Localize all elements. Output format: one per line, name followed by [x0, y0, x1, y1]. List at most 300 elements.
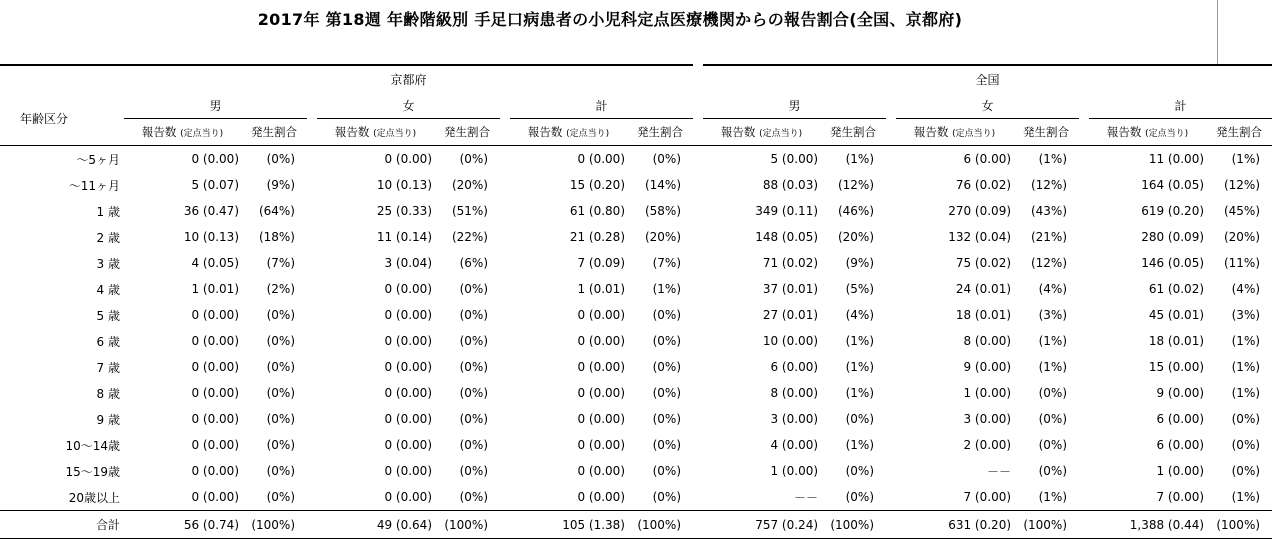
cell-gap [886, 302, 896, 328]
count-cell: 76 (0.02) [955, 178, 1012, 192]
count-cell: 49 (0.64) [317, 511, 434, 539]
pct-cell: (100%) [241, 511, 307, 539]
count-cell: 0 (0.00) [384, 334, 432, 348]
count-cell: 61 (0.02) [1148, 282, 1205, 296]
pct-cell: (0%) [266, 334, 295, 348]
pct-cell: (1%) [652, 282, 682, 296]
age-label: 15～19歳 [65, 464, 120, 479]
count-cell: －－ [987, 464, 1012, 479]
pct-cell: (1%) [845, 334, 875, 348]
count-cell: 3 (0.00) [963, 412, 1012, 426]
count-cell: 18 (0.01) [1148, 334, 1205, 348]
pct-cell: (11%) [1223, 256, 1261, 270]
cell-gap [693, 511, 703, 539]
page-title: 2017年 第18週 年齢階級別 手足口病患者の小児科定点医療機関からの報告割合(全国、京都府) [257, 10, 963, 29]
count-cell: 4 (0.00) [770, 438, 819, 452]
count-cell: 4 (0.05) [191, 256, 239, 270]
pct-cell: (0%) [1231, 464, 1261, 478]
count-cell: 1,388 (0.44) [1089, 511, 1206, 539]
pct-cell: (0%) [1231, 412, 1261, 426]
count-cell: 0 (0.00) [577, 464, 625, 478]
cell-gap [500, 354, 510, 380]
count-label: 報告数 [913, 125, 949, 139]
cell-gap [886, 354, 896, 380]
count-header [703, 119, 820, 146]
count-cell: 1 (0.01) [191, 282, 239, 296]
pct-cell: (0%) [459, 308, 488, 322]
count-cell: 0 (0.00) [577, 152, 625, 166]
age-label: 6 歳 [96, 334, 120, 349]
pct-cell: (20%) [644, 230, 682, 244]
pct-cell: (0%) [266, 360, 295, 374]
cell-gap [886, 224, 896, 250]
pct-cell: (0%) [266, 412, 295, 426]
sex-header-total: 計 [1089, 92, 1272, 119]
count-cell: 0 (0.00) [191, 152, 239, 166]
count-cell: 0 (0.00) [384, 308, 432, 322]
age-label: 7 歳 [96, 360, 120, 375]
sub-gap [886, 119, 896, 146]
count-cell: 15 (0.00) [1148, 360, 1205, 374]
pct-cell: (1%) [1038, 334, 1068, 348]
pct-header: 発生割合 [434, 119, 500, 146]
cell-gap [307, 458, 317, 484]
count-cell: 280 (0.09) [1141, 230, 1205, 244]
pct-cell: (0%) [845, 490, 875, 504]
cell-gap [886, 380, 896, 406]
count-cell: 11 (0.14) [376, 230, 432, 244]
pct-cell: (1%) [845, 438, 875, 452]
pct-cell: (1%) [1231, 360, 1261, 374]
age-header: 年齢区分 [0, 92, 124, 146]
count-cell: 0 (0.00) [577, 412, 625, 426]
cell-gap [307, 484, 317, 511]
count-cell: 164 (0.05) [1141, 178, 1205, 192]
cell-gap [886, 276, 896, 302]
pct-cell: (4%) [1038, 282, 1068, 296]
count-cell: 6 (0.00) [963, 152, 1012, 166]
pct-cell: (20%) [837, 230, 875, 244]
table-row [0, 432, 1272, 458]
table-row [0, 276, 1272, 302]
cell-gap [693, 458, 703, 484]
cell-gap [1079, 511, 1089, 539]
table-row [0, 198, 1272, 224]
cell-gap [693, 250, 703, 276]
pct-header: 発生割合 [241, 119, 307, 146]
pct-cell: (100%) [434, 511, 500, 539]
pct-cell: (0%) [459, 360, 488, 374]
count-header [510, 119, 627, 146]
age-label: 8 歳 [96, 386, 120, 401]
cell-gap [1079, 328, 1089, 354]
age-label: 3 歳 [96, 256, 120, 271]
cell-gap [500, 302, 510, 328]
age-label: 2 歳 [96, 230, 120, 245]
cell-gap [500, 380, 510, 406]
cell-gap [886, 511, 896, 539]
pct-cell: (20%) [1223, 230, 1261, 244]
cell-gap [307, 276, 317, 302]
pct-cell: (51%) [451, 204, 488, 218]
pct-cell: (7%) [652, 256, 682, 270]
cell-gap [1079, 250, 1089, 276]
cell-gap [307, 302, 317, 328]
cell-gap [1079, 224, 1089, 250]
count-cell: 0 (0.00) [384, 464, 432, 478]
sex-header-male: 男 [703, 92, 886, 119]
sex-header-total: 計 [510, 92, 693, 119]
count-cell: 631 (0.20) [896, 511, 1013, 539]
sex-header-male: 男 [124, 92, 307, 119]
pct-cell: (0%) [845, 464, 875, 478]
cell-gap [1079, 146, 1089, 173]
pct-cell: (1%) [845, 386, 875, 400]
table-row [0, 224, 1272, 250]
pct-cell: (0%) [266, 386, 295, 400]
table-row [0, 458, 1272, 484]
count-cell: 27 (0.01) [762, 308, 819, 322]
age-label: 9 歳 [96, 412, 120, 427]
age-label: ～5ヶ月 [76, 152, 120, 167]
pct-cell: (0%) [652, 464, 682, 478]
pct-cell: (12%) [1030, 178, 1068, 192]
count-cell: 0 (0.00) [384, 360, 432, 374]
cell-gap [500, 484, 510, 511]
count-cell: 0 (0.00) [577, 490, 625, 504]
count-cell: 21 (0.28) [569, 230, 625, 244]
pct-cell: (0%) [1038, 386, 1068, 400]
table-row [0, 302, 1272, 328]
count-cell: 1 (0.01) [577, 282, 625, 296]
count-cell: 270 (0.09) [948, 204, 1012, 218]
count-cell: 0 (0.00) [384, 386, 432, 400]
pct-cell: (3%) [1231, 308, 1261, 322]
frame-edge [1217, 0, 1218, 64]
cell-gap [1079, 302, 1089, 328]
pct-cell: (12%) [1030, 256, 1068, 270]
cell-gap [1079, 354, 1089, 380]
count-cell: 2 (0.00) [963, 438, 1012, 452]
pct-cell: (0%) [652, 334, 682, 348]
pct-cell: (1%) [1231, 490, 1261, 504]
count-cell: 0 (0.00) [191, 386, 239, 400]
table-row [0, 406, 1272, 432]
count-cell: 61 (0.80) [569, 204, 625, 218]
pct-cell: (0%) [266, 438, 295, 452]
count-cell: 0 (0.00) [384, 282, 432, 296]
count-cell: 1 (0.00) [1156, 464, 1205, 478]
count-cell: 8 (0.00) [770, 386, 819, 400]
count-cell: 9 (0.00) [1156, 386, 1205, 400]
pct-cell: (2%) [266, 282, 295, 296]
pct-cell: (22%) [451, 230, 488, 244]
sex-header-female: 女 [896, 92, 1079, 119]
cell-gap [693, 198, 703, 224]
pct-cell: (0%) [1038, 464, 1068, 478]
cell-gap [307, 198, 317, 224]
count-cell: 6 (0.00) [1156, 438, 1205, 452]
cell-gap [693, 302, 703, 328]
cell-gap [886, 458, 896, 484]
pct-cell: (5%) [845, 282, 875, 296]
pct-cell: (7%) [266, 256, 295, 270]
cell-gap [886, 146, 896, 173]
pct-cell: (0%) [1038, 438, 1068, 452]
cell-gap [500, 406, 510, 432]
cell-gap [500, 458, 510, 484]
cell-gap [307, 250, 317, 276]
group-header-kyoto: 京都府 [124, 65, 693, 92]
count-cell: 0 (0.00) [384, 152, 432, 166]
count-cell: 0 (0.00) [191, 360, 239, 374]
count-cell: 56 (0.74) [124, 511, 241, 539]
pct-cell: (0%) [459, 152, 488, 166]
pct-cell: (1%) [1231, 334, 1261, 348]
age-label: 10～14歳 [65, 438, 120, 453]
count-header [317, 119, 434, 146]
pct-cell: (4%) [845, 308, 875, 322]
cell-gap [886, 250, 896, 276]
count-note: (定点当り) [759, 129, 803, 139]
count-cell: 7 (0.09) [577, 256, 625, 270]
pct-cell: (0%) [1038, 412, 1068, 426]
count-label: 報告数 [720, 125, 756, 139]
cell-gap [693, 328, 703, 354]
count-header [1089, 119, 1206, 146]
cell-gap [886, 432, 896, 458]
sub-gap [693, 119, 703, 146]
cell-gap [307, 328, 317, 354]
pct-header: 発生割合 [820, 119, 886, 146]
cell-gap [886, 198, 896, 224]
pct-cell: (9%) [845, 256, 875, 270]
count-cell: 0 (0.00) [577, 308, 625, 322]
count-note: (定点当り) [180, 129, 224, 139]
count-cell: 0 (0.00) [191, 438, 239, 452]
cell-gap [500, 250, 510, 276]
table-row [0, 146, 1272, 173]
pct-cell: (0%) [652, 412, 682, 426]
pct-cell: (46%) [837, 204, 875, 218]
cell-gap [693, 146, 703, 173]
sub-gap [307, 119, 317, 146]
count-cell: 0 (0.00) [191, 412, 239, 426]
cell-gap [1079, 406, 1089, 432]
pct-cell: (43%) [1030, 204, 1068, 218]
table-row [0, 172, 1272, 198]
cell-gap [693, 172, 703, 198]
count-cell: 0 (0.00) [191, 334, 239, 348]
count-cell: 18 (0.01) [955, 308, 1012, 322]
total-row [0, 511, 1272, 539]
cell-gap [307, 511, 317, 539]
pct-cell: (0%) [266, 308, 295, 322]
pct-header: 発生割合 [1206, 119, 1272, 146]
count-header [124, 119, 241, 146]
pct-cell: (0%) [652, 386, 682, 400]
pct-cell: (20%) [451, 178, 488, 192]
count-cell: 36 (0.47) [183, 204, 239, 218]
cell-gap [307, 406, 317, 432]
pct-cell: (100%) [627, 511, 693, 539]
count-cell: 0 (0.00) [384, 490, 432, 504]
count-cell: 25 (0.33) [376, 204, 432, 218]
count-cell: 619 (0.20) [1141, 204, 1205, 218]
pct-cell: (58%) [644, 204, 682, 218]
cell-gap [693, 432, 703, 458]
count-cell: 24 (0.01) [955, 282, 1012, 296]
table-row [0, 328, 1272, 354]
pct-cell: (0%) [266, 490, 295, 504]
count-cell: 0 (0.00) [384, 438, 432, 452]
pct-cell: (4%) [1231, 282, 1261, 296]
group-header-national: 全国 [703, 65, 1272, 92]
count-cell: 7 (0.00) [963, 490, 1012, 504]
count-cell: 0 (0.00) [577, 360, 625, 374]
cell-gap [307, 224, 317, 250]
count-label: 報告数 [334, 125, 370, 139]
pct-header: 発生割合 [627, 119, 693, 146]
pct-cell: (0%) [266, 464, 295, 478]
pct-cell: (12%) [1223, 178, 1261, 192]
pct-cell: (0%) [459, 412, 488, 426]
count-note: (定点当り) [1145, 129, 1189, 139]
pct-cell: (0%) [459, 438, 488, 452]
cell-gap [1079, 172, 1089, 198]
count-cell: 0 (0.00) [384, 412, 432, 426]
count-cell: 105 (1.38) [510, 511, 627, 539]
cell-gap [307, 354, 317, 380]
cell-gap [307, 146, 317, 173]
count-cell: 88 (0.03) [762, 178, 819, 192]
pct-cell: (0%) [459, 282, 488, 296]
pct-cell: (0%) [845, 412, 875, 426]
pct-header: 発生割合 [1013, 119, 1079, 146]
count-header [896, 119, 1013, 146]
count-cell: 9 (0.00) [963, 360, 1012, 374]
pct-cell: (100%) [820, 511, 886, 539]
cell-gap [500, 511, 510, 539]
pct-cell: (0%) [652, 438, 682, 452]
sub-gap [500, 119, 510, 146]
header-blank [0, 65, 124, 92]
cell-gap [307, 172, 317, 198]
cell-gap [693, 406, 703, 432]
cell-gap [886, 484, 896, 511]
count-cell: 5 (0.07) [191, 178, 239, 192]
count-cell: 0 (0.00) [577, 334, 625, 348]
age-label: ～11ヶ月 [68, 178, 120, 193]
cell-gap [500, 328, 510, 354]
pct-cell: (45%) [1223, 204, 1261, 218]
pct-cell: (12%) [837, 178, 875, 192]
age-label: 5 歳 [96, 308, 120, 323]
count-cell: 6 (0.00) [1156, 412, 1205, 426]
cell-gap [500, 172, 510, 198]
sub-gap [1079, 119, 1089, 146]
age-label: 4 歳 [96, 282, 120, 297]
count-cell: 11 (0.00) [1148, 152, 1205, 166]
cell-gap [1079, 380, 1089, 406]
count-cell: 3 (0.00) [770, 412, 819, 426]
pct-cell: (100%) [1013, 511, 1079, 539]
age-label: 合計 [0, 511, 124, 539]
count-cell: －－ [794, 490, 819, 505]
count-cell: 75 (0.02) [955, 256, 1012, 270]
count-cell: 0 (0.00) [577, 438, 625, 452]
count-cell: 10 (0.13) [376, 178, 432, 192]
report-table [0, 64, 1272, 539]
cell-gap [886, 328, 896, 354]
table-row [0, 380, 1272, 406]
count-cell: 0 (0.00) [191, 490, 239, 504]
count-cell: 349 (0.11) [755, 204, 819, 218]
cell-gap [693, 484, 703, 511]
cell-gap [693, 224, 703, 250]
cell-gap [500, 146, 510, 173]
pct-cell: (0%) [652, 360, 682, 374]
pct-cell: (0%) [652, 308, 682, 322]
cell-gap [500, 432, 510, 458]
count-cell: 0 (0.00) [577, 386, 625, 400]
cell-gap [886, 172, 896, 198]
pct-cell: (1%) [1231, 152, 1261, 166]
pct-cell: (0%) [459, 334, 488, 348]
pct-cell: (1%) [845, 360, 875, 374]
count-cell: 0 (0.00) [191, 308, 239, 322]
count-label: 報告数 [527, 125, 563, 139]
pct-cell: (0%) [459, 464, 488, 478]
pct-cell: (6%) [459, 256, 488, 270]
count-cell: 10 (0.13) [183, 230, 239, 244]
count-cell: 5 (0.00) [770, 152, 819, 166]
cell-gap [500, 224, 510, 250]
count-cell: 148 (0.05) [755, 230, 819, 244]
count-cell: 6 (0.00) [770, 360, 819, 374]
count-note: (定点当り) [566, 129, 610, 139]
pct-cell: (21%) [1030, 230, 1068, 244]
cell-gap [1079, 458, 1089, 484]
count-label: 報告数 [1106, 125, 1142, 139]
cell-gap [500, 198, 510, 224]
pct-cell: (0%) [266, 152, 295, 166]
count-cell: 1 (0.00) [770, 464, 819, 478]
cell-gap [307, 432, 317, 458]
pct-cell: (14%) [644, 178, 682, 192]
count-cell: 10 (0.00) [762, 334, 819, 348]
pct-cell: (0%) [652, 152, 682, 166]
pct-cell: (9%) [266, 178, 295, 192]
count-cell: 132 (0.04) [948, 230, 1012, 244]
count-cell: 71 (0.02) [762, 256, 819, 270]
pct-cell: (0%) [459, 386, 488, 400]
count-cell: 3 (0.04) [384, 256, 432, 270]
pct-cell: (1%) [1231, 386, 1261, 400]
count-cell: 7 (0.00) [1156, 490, 1205, 504]
cell-gap [693, 276, 703, 302]
pct-cell: (1%) [1038, 152, 1068, 166]
sex-header-female: 女 [317, 92, 500, 119]
pct-cell: (1%) [1038, 490, 1068, 504]
pct-cell: (0%) [459, 490, 488, 504]
table-row [0, 354, 1272, 380]
pct-cell: (3%) [1038, 308, 1068, 322]
count-cell: 15 (0.20) [569, 178, 625, 192]
age-label: 1 歳 [96, 204, 120, 219]
table-row [0, 484, 1272, 511]
cell-gap [307, 380, 317, 406]
